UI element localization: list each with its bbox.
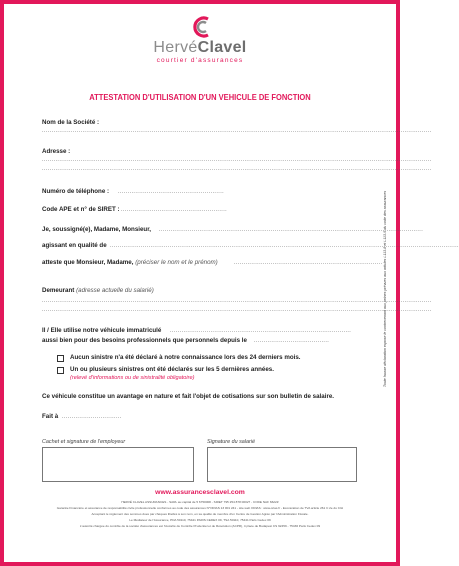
website-link[interactable]: www.assurancesclavel.com [155, 489, 245, 496]
brand-logo [4, 16, 396, 64]
date-depuis-field[interactable]: ....................................... [254, 338, 330, 344]
demeurant-field-line-2[interactable]: .......................................................................................................................................................................................................... [42, 307, 432, 313]
telephone-field[interactable]: ....................................................... [118, 189, 225, 195]
sinistres-hint: (relevé d'informations ou de sinistralité obligatoire) [70, 375, 195, 381]
brand-mark-icon [188, 16, 212, 38]
sinistres-label: Un ou plusieurs sinistres ont été déclarés sur les 5 dernières années. [70, 366, 274, 373]
societe-field[interactable]: .......................................................................................................................................................................................................... [42, 128, 432, 134]
aucun-sinistre-checkbox[interactable] [57, 355, 64, 362]
soussigne-field[interactable]: ......................................................................................................................................... [159, 227, 424, 233]
societe-label: Nom de la Société : [42, 119, 100, 126]
siret-label: Code APE et n° de SIRET : [42, 206, 120, 213]
employer-signature-label: Cachet et signature de l'employeur [42, 439, 126, 445]
aucun-sinistre-label: Aucun sinistre n'a été déclaré à notre connaissance lors des 24 derniers mois. [70, 354, 301, 361]
legal-line-5: L'autorité chargée du contrôle de la société d'assurances est l'Autorité de Contrôle Prudentiel et de Résolution (ACPR), 4 place de Budapest CS 92459 - 75436 Paris Cedex 09 [79, 524, 321, 528]
adresse-field-line-1[interactable]: .......................................................................................................................................................................................................... [42, 157, 432, 163]
employee-signature-label: Signature du salarié [207, 439, 255, 445]
adresse-label: Adresse : [42, 148, 71, 155]
siret-field[interactable]: ....................................................... [121, 207, 228, 213]
telephone-label: Numéro de téléphone : [42, 188, 110, 195]
immatriculation-field[interactable]: .............................................................................................. [170, 328, 352, 334]
legal-line-3: Acceptant le règlement des sommes dues par chèques libellés à son nom, en sa qualité de membre d'un Centre de Gestion Agréé par l'Administration Fiscale. [91, 512, 309, 516]
legal-line-1: HERVÉ CLAVEL ASSURANCES - SARL au capital de 5 675000€ - SIRET 795 254 878 00027 - CODE NAF 6622Z [121, 500, 279, 504]
qualite-label: agissant en qualité de [42, 242, 107, 249]
qualite-field[interactable]: ..................................................................................................................................................................................... [110, 243, 459, 249]
brand-name: HervéClavel [153, 39, 247, 56]
demeurant-label: Demeurant (adresse actuelle du salarié) [42, 287, 154, 294]
employer-signature-box[interactable] [42, 447, 194, 482]
sinistres-checkbox[interactable] [57, 367, 64, 374]
fait-field[interactable]: ............................... [62, 414, 122, 420]
legal-line-4: Le Médiateur de l'Assurance, PDA 50110, 75441 PARIS CEDEX 09, TSA 50110, 75441 Paris Cedex 09 [129, 518, 271, 522]
legal-line-2: Garantie Financière et assurance de responsabilité civile professionnelle conformes au code des assurances N°ORIAS 13 001 241 - site web ORIAS : www.orias.fr - Exonération de TVA article 261 C 2e du CGI [56, 506, 344, 510]
atteste-label: atteste que Monsieur, Madame, (préciser le nom et le prénom) [42, 259, 218, 266]
side-legal-note: Toute fausse déclaration expose le contrevenant aux peines prévues aux articles L113-8 et L113-9 du code des assurances [383, 190, 387, 388]
vehicule-label: Il / Elle utilise notre véhicule immatriculé [42, 327, 162, 334]
soussigne-label: Je, soussigné(e), Madame, Monsieur, [42, 226, 151, 233]
avantage-statement: Ce véhicule constitue un avantage en nature et fait l'objet de cotisations sur son bulletin de salaire. [42, 393, 335, 400]
employee-signature-box[interactable] [207, 447, 357, 482]
adresse-field-line-2[interactable]: .......................................................................................................................................................................................................... [42, 166, 432, 172]
document-title: ATTESTATION D'UTILISATION D'UN VEHICULE DE FONCTION [89, 93, 311, 102]
fait-label: Fait à [42, 413, 59, 420]
atteste-field[interactable]: ............................................................................. [234, 260, 383, 266]
demeurant-field-line-1[interactable]: .......................................................................................................................................................................................................... [42, 298, 432, 304]
besoins-label: aussi bien pour des besoins professionnels que personnels depuis le [42, 337, 247, 344]
brand-tagline: courtier d'assurances [156, 57, 244, 64]
